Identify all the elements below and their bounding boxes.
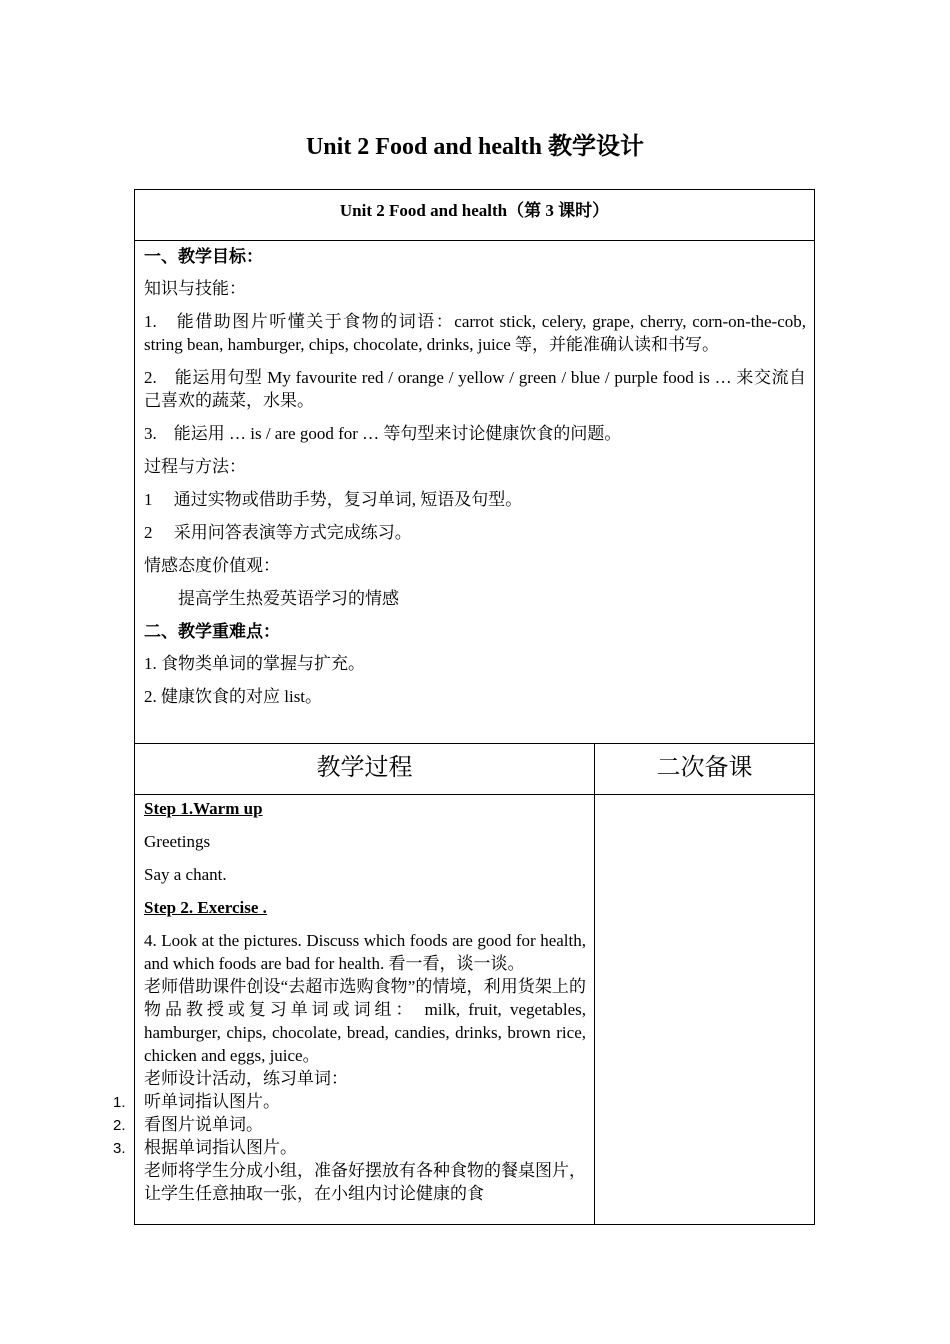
backup-notes-cell (595, 795, 815, 1225)
knowledge-item: 1. 能借助图片听懂关于食物的词语：carrot stick, celery, grape, cherry, corn-on-the-cob, string bean, hamburger, chips, chocolate, drinks, juice 等，并能准确认读和书写。 (144, 312, 807, 354)
teacher-activity-text: 老师将学生分成小组，准备好摆放有各种食物的餐桌图片，让学生任意抽取一张，在小组内讨论健康的食 (144, 1161, 586, 1203)
document-title: Unit 2 Food and health 教学设计 (305, 134, 645, 160)
course-header-cell (135, 190, 815, 241)
process-column-title: 教学过程 (316, 755, 413, 781)
process-method-label: 过程与方法： (144, 457, 246, 476)
course-header: Unit 2 Food and health（第 3 课时） (339, 201, 610, 220)
key-points-heading: 二、教学重难点： (144, 622, 280, 641)
key-point-item: 2. 健康饮食的对应 list。 (144, 687, 323, 706)
knowledge-item: 3. 能运用 … is / are good for … 等句型来讨论健康饮食的问题。 (144, 424, 622, 443)
step-1-heading: Step 1.Warm up (144, 799, 263, 818)
process-method-item: 2 采用问答表演等方式完成练习。 (144, 523, 412, 542)
backup-column-title: 二次备课 (656, 755, 753, 781)
exercise-item-4: 4. Look at the pictures. Discuss which foods are good for health, and which foods are bad for health. 看一看，谈一谈。 (144, 931, 586, 973)
teacher-activity-text: 老师设计活动，练习单词： (144, 1069, 348, 1088)
knowledge-label: 知识与技能： (144, 279, 246, 298)
objectives-section (135, 241, 815, 744)
emotion-label: 情感态度价值观： (144, 556, 280, 575)
objectives-heading: 一、教学目标： (144, 247, 263, 266)
activity-number: 1. (113, 1094, 126, 1111)
process-column-header (135, 744, 595, 795)
activity-item (113, 1113, 586, 1136)
activity-item (113, 1090, 586, 1113)
step-2-heading: Step 2. Exercise . (144, 898, 267, 917)
activity-item (113, 1136, 586, 1159)
process-method-item: 1 通过实物或借助手势，复习单词, 短语及句型。 (144, 490, 523, 509)
backup-column-header (595, 744, 815, 795)
teaching-process-cell (113, 795, 595, 1225)
knowledge-item: 2. 能运用句型 My favourite red / orange / yellow / green / blue / purple food is … 来交流自己喜欢的蔬菜，水果。 (144, 368, 807, 410)
activity-text: 看图片说单词。 (144, 1115, 263, 1134)
activity-number: 3. (113, 1140, 126, 1157)
greetings-text: Greetings (144, 832, 211, 851)
emotion-text: 提高学生热爱英语学习的情感 (178, 589, 399, 608)
teacher-activity-text: 老师借助课件创设“去超市选购食物”的情境，利用货架上的物品教授或复习单词或词组： milk, fruit, vegetables, hamburger, chips, chocolate, bread, candies, drinks, brown rice, chicken and eggs, juice。 (144, 977, 586, 1065)
activity-text: 听单词指认图片。 (144, 1092, 280, 1111)
lesson-plan-table (113, 189, 815, 1225)
key-point-item: 1. 食物类单词的掌握与扩充。 (144, 654, 365, 673)
activity-text: 根据单词指认图片。 (144, 1138, 297, 1157)
chant-text: Say a chant. (144, 865, 227, 884)
activity-number: 2. (113, 1117, 126, 1134)
